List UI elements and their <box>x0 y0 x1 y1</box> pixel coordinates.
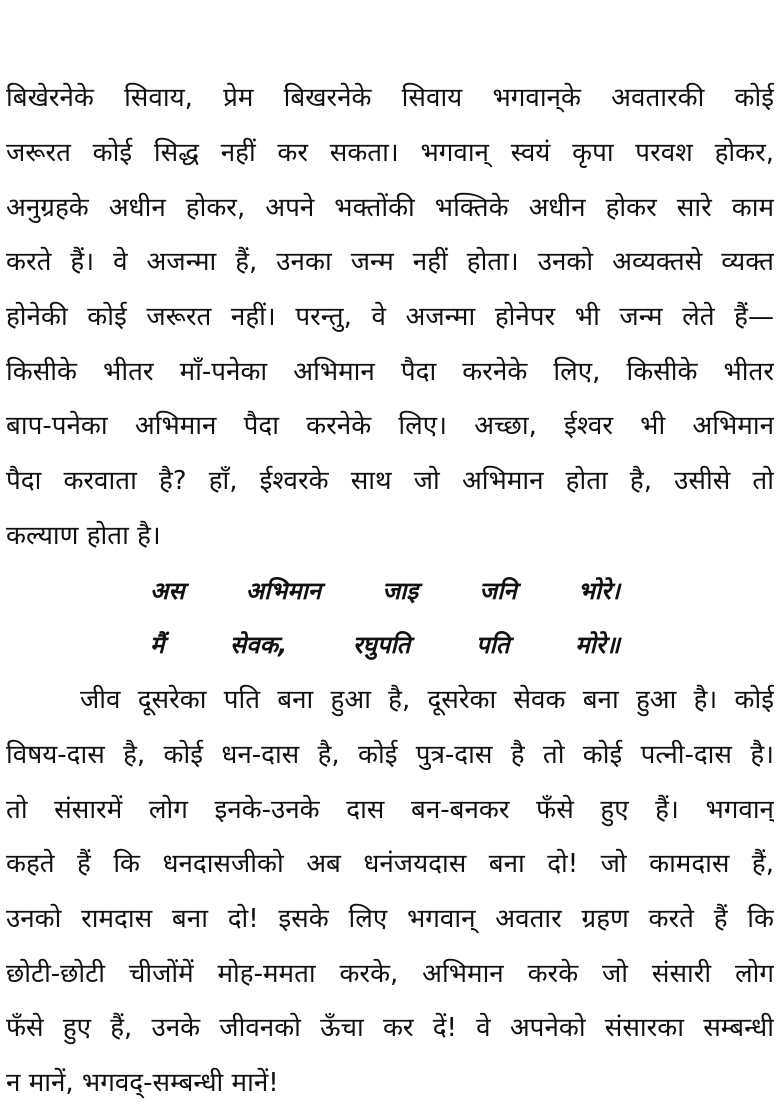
paragraph-1-line-7: बाप-पनेका अभिमान पैदा करनेके लिए। अच्छा, ईश्वर भी अभिमान <box>6 411 774 441</box>
verse-line-2: मैं सेवक, रघुपति पति मोरे॥ <box>150 631 620 659</box>
verse-line-1: अस अभिमान जाइ जनि भोरे। <box>150 577 620 605</box>
paragraph-1-line-3: अनुग्रहके अधीन होकर, अपने भक्तोंकी भक्तिके अधीन होकर सारे काम <box>6 193 774 223</box>
paragraph-1-line-6: किसीके भीतर माँ-पनेका अभिमान पैदा करनेके लिए, किसीके भीतर <box>6 357 774 387</box>
paragraph-2-line-1: जीव दूसरेका पति बना हुआ है, दूसरेका सेवक बना हुआ है। कोई <box>80 685 774 715</box>
paragraph-1-line-9: कल्याण होता है। <box>6 521 161 551</box>
paragraph-1-line-5: होनेकी कोई जरूरत नहीं। परन्तु, वे अजन्मा होनेपर भी जन्म लेते हैं— <box>6 302 774 332</box>
paragraph-1-line-1: बिखेरनेके सिवाय, प्रेम बिखरनेके सिवाय भगवान्‌के अवतारकी कोई <box>6 83 774 113</box>
paragraph-2-line-5: उनको रामदास बना दो! इसके लिए भगवान् अवतार ग्रहण करते हैं कि <box>6 904 774 934</box>
paragraph-2-line-6: छोटी-छोटी चीजोंमें मोह-ममता करके, अभिमान करके जो संसारी लोग <box>6 959 774 989</box>
paragraph-2-line-3: तो संसारमें लोग इनके-उनके दास बन-बनकर फँसे हुए हैं। भगवान् <box>6 795 774 825</box>
paragraph-1-line-2: जरूरत कोई सिद्ध नहीं कर सकता। भगवान् स्वयं कृपा परवश होकर, <box>6 138 774 168</box>
paragraph-2-line-2: विषय-दास है, कोई धन-दास है, कोई पुत्र-दास है तो कोई पत्नी-दास है। <box>6 740 774 770</box>
paragraph-1-line-4: करते हैं। वे अजन्मा हैं, उनका जन्म नहीं होता। उनको अव्यक्तसे व्यक्त <box>6 247 774 277</box>
paragraph-2-line-7: फँसे हुए हैं, उनके जीवनको ऊँचा कर दें! वे अपनेको संसारका सम्बन्धी <box>6 1013 774 1043</box>
paragraph-1-line-8: पैदा करवाता है? हाँ, ईश्वरके साथ जो अभिमान होता है, उसीसे तो <box>6 466 774 496</box>
paragraph-2-line-8: न मानें, भगवद्-सम्बन्धी मानें! <box>6 1068 279 1098</box>
paragraph-2-line-4: कहते हैं कि धनदासजीको अब धनंजयदास बना दो! जो कामदास हैं, <box>6 849 774 879</box>
